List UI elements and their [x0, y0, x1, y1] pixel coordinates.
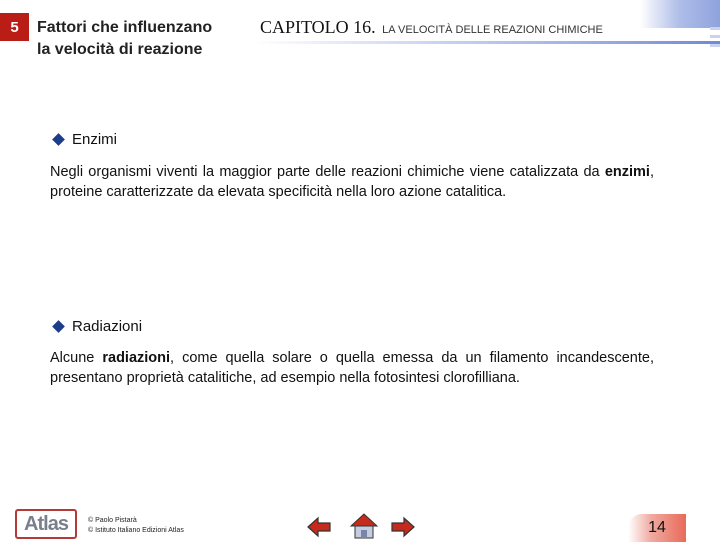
chapter-title: LA VELOCITÀ DELLE REAZIONI CHIMICHE: [382, 24, 603, 36]
diamond-bullet-icon: [52, 133, 65, 146]
paragraph-radiazioni-bold: radiazioni: [102, 350, 171, 366]
left-arrow-icon: [306, 514, 332, 540]
paragraph-radiazioni-text-2: , come quella solare o quella emessa da un filamento incandescente, presentano proprietà catalitiche, ad esempio nella fotosintesi clorofilliana.: [50, 350, 654, 386]
section-number-badge: 5: [0, 13, 29, 41]
home-button[interactable]: [350, 512, 378, 540]
chapter-number: CAPITOLO 16.: [260, 17, 376, 37]
heading-enzimi: Enzimi: [72, 131, 118, 148]
paragraph-enzimi-text: Negli organismi viventi la maggior parte delle reazioni chimiche viene catalizzata da: [50, 164, 605, 180]
paragraph-enzimi: [50, 162, 654, 202]
paragraph-radiazioni-text: Alcune: [50, 350, 103, 366]
copyright-line2: © Istituto Italiano Edizioni Atlas: [88, 527, 184, 534]
diamond-bullet-icon: [52, 320, 65, 333]
section-title: [37, 17, 212, 61]
paragraph-radiazioni: [50, 348, 654, 388]
previous-slide-button[interactable]: [306, 514, 332, 540]
next-slide-button[interactable]: [390, 514, 416, 540]
paragraph-enzimi-bold: enzimi: [604, 164, 650, 180]
bullet-radiazioni: [52, 318, 142, 335]
section-title-line1: Fattori che influenzano: [37, 19, 213, 36]
copyright-line1: © Paolo Pistarà: [88, 517, 137, 524]
section-title-line2: la velocità di reazione: [37, 41, 203, 58]
right-arrow-icon: [390, 514, 416, 540]
page-number-text: 14: [648, 519, 666, 536]
stripe-decoration: [708, 24, 720, 50]
header-underline: [252, 41, 720, 44]
page-number: [628, 514, 686, 542]
chapter-heading: [260, 17, 603, 38]
paragraph-enzimi-text-2: , proteine caratterizzate da elevata specificità nella loro azione catalitica.: [50, 164, 654, 200]
home-icon: [350, 512, 378, 540]
logo-text: Atlas: [24, 512, 68, 535]
copyright: [88, 516, 184, 536]
heading-radiazioni: Radiazioni: [72, 318, 143, 335]
atlas-logo: [15, 509, 77, 539]
bullet-enzimi: [52, 131, 117, 148]
